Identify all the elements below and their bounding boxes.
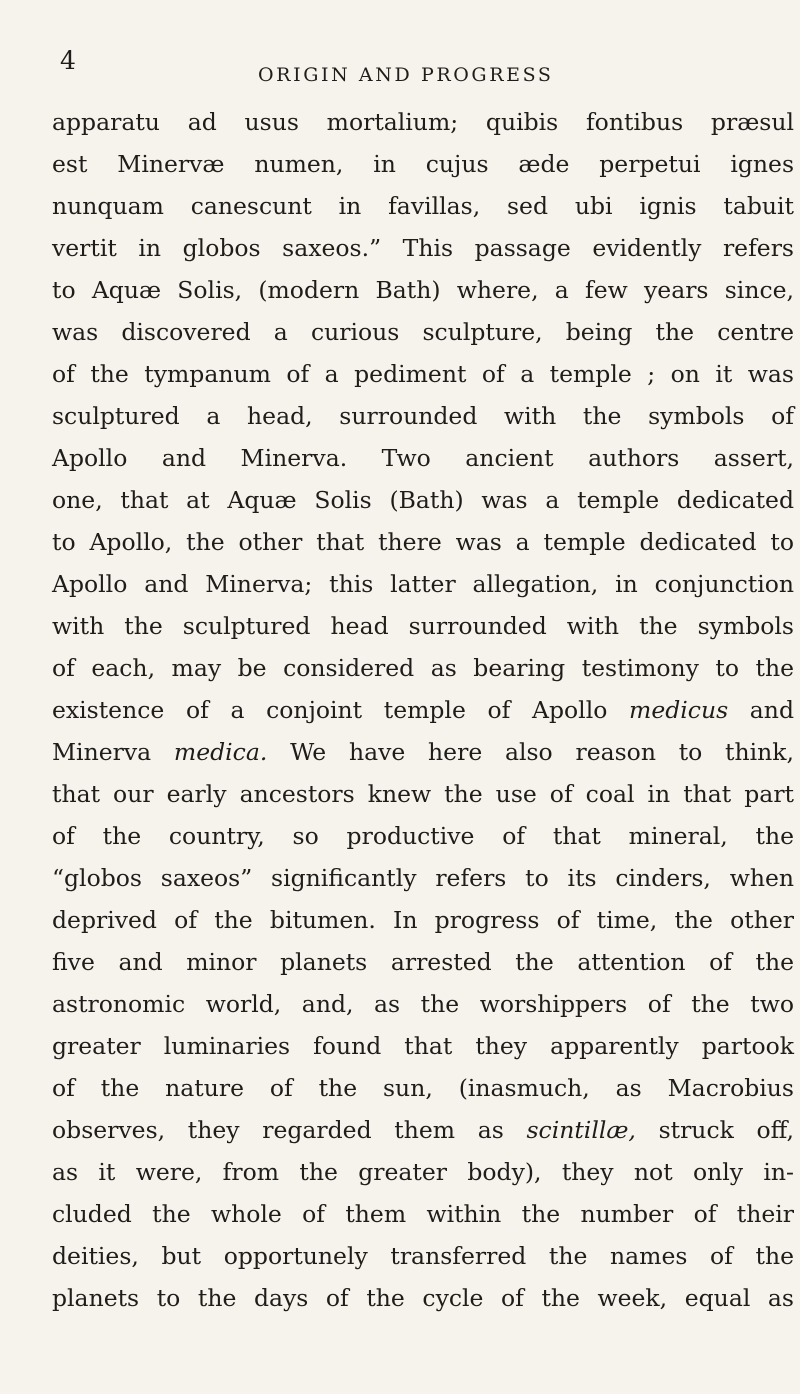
text-line [52,983,794,1025]
text-line [52,689,794,731]
page-number: 4 [60,46,76,75]
text-line [52,143,794,185]
text-segment: vertit in globos saxeos.” This passage evidently refers [52,234,794,262]
text-line [52,101,794,143]
text-segment: deprived of the bitumen. In progress of time, the other [52,906,794,934]
text-segment: existence of a conjoint temple of Apollo [52,696,630,724]
text-segment: astronomic world, and, as the worshippers of the two [52,990,794,1018]
text-segment: planets to the days of the cycle of the week, equal as [52,1284,794,1312]
text-segment: deities, but opportunely transferred the names of the [52,1242,794,1270]
text-segment: Minerva [52,738,174,766]
text-segment: five and minor planets arrested the attention of the [52,948,794,976]
text-line [52,1193,794,1235]
text-segment: We have here also reason to think, [267,738,794,766]
text-segment: of the tympanum of a pediment of a temple ; on it was [52,360,794,388]
text-segment: sculptured a head, surrounded with the symbols of [52,402,794,430]
text-line [52,605,794,647]
text-line [52,269,794,311]
text-segment: nunquam canescunt in favillas, sed ubi ignis tabuit [52,192,794,220]
text-line [52,521,794,563]
text-line [52,731,794,773]
text-line [52,1151,794,1193]
text-line [52,647,794,689]
text-segment: one, that at Aquæ Solis (Bath) was a temple dedicated [52,486,794,514]
text-segment: cluded the whole of them within the number of their [52,1200,794,1228]
italic-text: medicus [629,696,729,724]
text-segment: apparatu ad usus mortalium; quibis fontibus præsul [52,108,794,136]
text-line [52,1277,794,1319]
text-line [52,227,794,269]
text-segment: greater luminaries found that they apparently partook [52,1032,794,1060]
text-segment: that our early ancestors knew the use of coal in that part [52,780,794,808]
text-line [52,1067,794,1109]
text-segment: “globos saxeos” significantly refers to its cinders, when [52,864,794,892]
text-segment: of the nature of the sun, (inasmuch, as Macrobius [52,1074,794,1102]
text-segment: to Aquæ Solis, (modern Bath) where, a few years since, [52,276,794,304]
text-line [52,353,794,395]
text-line [52,1025,794,1067]
running-head: ORIGIN AND PROGRESS [258,64,554,86]
text-line [52,815,794,857]
text-segment: of the country, so productive of that mineral, the [52,822,794,850]
text-line [52,941,794,983]
text-segment: Apollo and Minerva. Two ancient authors assert, [52,444,794,472]
body-text [52,101,794,1319]
text-line [52,185,794,227]
italic-text: medica. [173,738,268,766]
text-segment: and [728,696,794,724]
text-segment: est Minervæ numen, in cujus æde perpetui ignes [52,150,794,178]
text-segment: of each, may be considered as bearing testimony to the [52,654,794,682]
text-line [52,479,794,521]
text-segment: observes, they regarded them as [52,1116,527,1144]
text-line [52,563,794,605]
text-segment: to Apollo, the other that there was a temple dedicated to [52,528,794,556]
text-line [52,437,794,479]
text-line [52,311,794,353]
text-line [52,899,794,941]
italic-text: scintillæ, [526,1116,636,1144]
text-line [52,1235,794,1277]
text-line [52,1109,794,1151]
text-line [52,773,794,815]
text-segment: was discovered a curious sculpture, being the centre [52,318,794,346]
text-line [52,857,794,899]
text-segment: with the sculptured head surrounded with the symbols [52,612,794,640]
text-line [52,395,794,437]
text-segment: as it were, from the greater body), they not only in- [52,1158,794,1186]
text-segment: Apollo and Minerva; this latter allegation, in conjunction [52,570,794,598]
text-segment: struck off, [635,1116,794,1144]
